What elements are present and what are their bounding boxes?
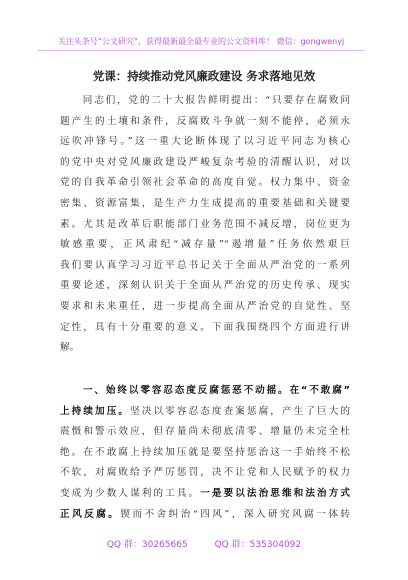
section-heading: 一、始终以零容忍态度反腐惩恶不动摇。在“不敢腐” — [60, 385, 350, 396]
section-one — [60, 381, 350, 525]
intro-line: 素。尤其是改革后职能部门业务范围不减反增，岗位更为 — [60, 218, 350, 230]
intro-line: 同志们，党的二十大报告鲜明提出：“只要存在腐败问 — [60, 95, 350, 106]
bold-phrase: 一是要以法治思维和法治方式 — [200, 487, 350, 499]
section-line — [60, 505, 350, 526]
footer-qq-groups — [0, 537, 408, 550]
section-line: 绝。在不敢腐上持续加压就是要坚持惩治这一手始终不松 — [60, 446, 350, 458]
intro-line: 解。 — [60, 342, 80, 354]
section-text: 变成为少数人谋利的工具。 — [60, 487, 201, 499]
header-banner: 关注头条号“公文研究”，获得最新最全最专业的公文资料库！ 微信：gongwenyj — [38, 34, 364, 51]
section-text: 坚决以零容忍态度查案惩腐，产生了巨大的 — [130, 405, 351, 417]
intro-line: 密集、资源富集，是生产力生成提高的重要基础和关键要 — [60, 197, 350, 209]
section-text: 锲而不舍纠治“四风”，深入研究风腐一体转 — [120, 508, 351, 520]
section-line: 不软，对腐败给予严厉惩罚，决不让党和人民赋予的权力 — [60, 467, 350, 479]
intro-line: 我们要认真学习习近平总书记关于全面从严治党的一系列 — [60, 259, 350, 271]
intro-line: 要求和未来重任，进一步提高全面从严治党的自觉性、坚 — [60, 300, 350, 312]
intro-line: 党的自我革命引领社会革命的高度自觉。权力集中、资金 — [60, 177, 350, 189]
section-heading-cont: 上持续加压。 — [60, 405, 131, 417]
intro-line: 的党中央对党风廉政建设严峻复杂考验的清醒认识，对以 — [60, 156, 350, 168]
intro-line: 敏感重要，正风肃纪“减存量”“遏增量”任务依然艰巨 — [60, 239, 350, 251]
section-line: 震慑和警示效应，但存量尚未彻底清零、增量仍未完全杜 — [60, 426, 350, 438]
section-line — [60, 484, 350, 505]
bold-phrase: 正风反腐。 — [60, 508, 121, 520]
intro-line: 远吹冲锋号。”这一重大论断体现了以习近平同志为核心 — [60, 136, 350, 148]
intro-line: 定性，具有十分重要的意义。下面我围绕四个方面进行讲 — [60, 321, 350, 333]
section-line — [60, 402, 350, 423]
intro-paragraph — [60, 91, 350, 359]
qq-group-1: QQ 群：30265665 — [106, 540, 188, 550]
intro-line: 重要论述，深刻认识关于全面从严治党的历史传承、现实 — [60, 280, 350, 292]
document-title: 党课：持续推动党风廉政建设 务求落地见效 — [92, 69, 316, 83]
intro-line: 题产生的土壤和条件，反腐败斗争就一刻不能停，必须永 — [60, 115, 350, 127]
qq-group-2: QQ 群：535304092 — [214, 540, 302, 550]
